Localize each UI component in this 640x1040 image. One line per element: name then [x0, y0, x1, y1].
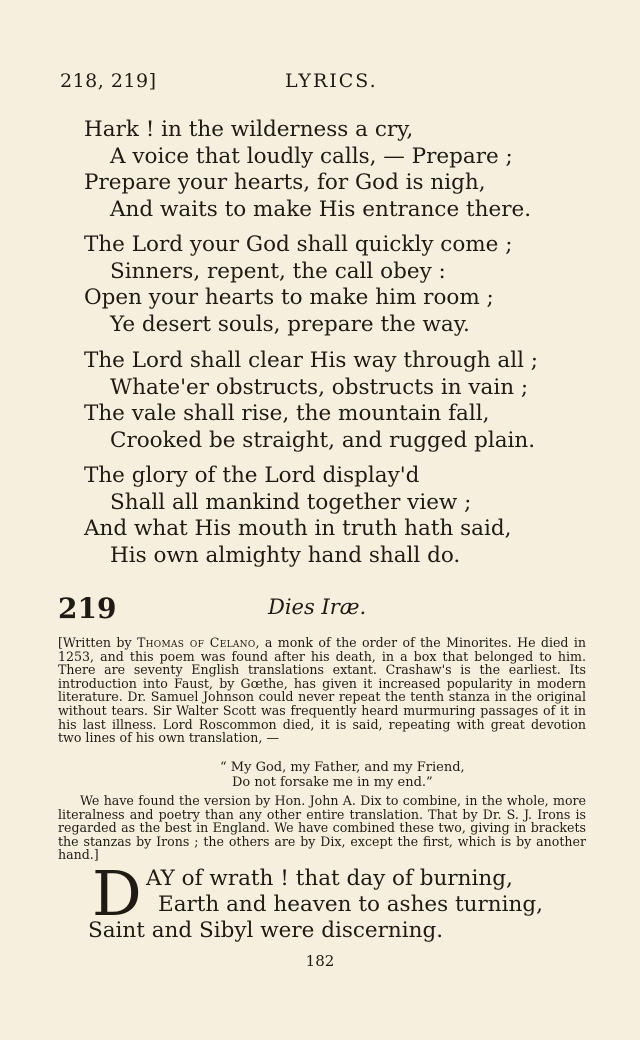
verse-line: AY of wrath ! that day of burning, [146, 866, 513, 891]
hymn-range-label: 218, 219] [60, 70, 157, 92]
dies-irae-stanza [88, 857, 568, 944]
verse-line: Prepare your hearts, for God is nigh, [84, 170, 486, 195]
drop-cap: D [92, 857, 142, 930]
verse-line: His own almighty hand shall do. [110, 542, 461, 568]
verse-line: And waits to make His entrance there. [110, 196, 532, 222]
stanza-3 [84, 348, 610, 454]
quote-line: Do not forsake me in my end.” [232, 775, 433, 790]
editorial-note [58, 636, 586, 745]
verse-line: Open your hearts to make him room ; [84, 285, 494, 310]
verse-line: Whate'er obstructs, obstructs in vain ; [110, 374, 529, 400]
verse-line: Crooked be straight, and rugged plain. [110, 427, 536, 453]
hymn-number: 219 [58, 592, 117, 625]
running-head [60, 70, 600, 96]
stanza-1 [84, 117, 610, 223]
page-number: 182 [305, 952, 335, 970]
verse-line: Sinners, repent, the call obey : [110, 258, 446, 284]
verse-line: The Lord shall clear His way through all ; [84, 348, 539, 373]
verse-line: Hark ! in the wilderness a cry, [84, 117, 414, 142]
verse-line: A voice that loudly calls, — Prepare ; [110, 143, 513, 169]
verse-line: Ye desert souls, prepare the way. [110, 311, 470, 337]
note-text: , a monk of the order of the Minorites. He died in 1253, and this poem was found after his death, in a box that belonged to him. There are seventy English translations extant. Crashaw's is the earliest. Its introduction into Faust, by Gœthe, has given it increased popularity in modern literature. Dr. Samuel Johnson could never repeat the tenth stanza in the original without tears. Sir Walter Scott was frequently heard murmuring passages of it in his last illness. Lord Roscommon died, it is said, repeating with great devotion two lines of his own translation, — [58, 635, 586, 746]
author-name: Thomas of Celano [136, 635, 256, 650]
hymn-title: Dies Iræ. [268, 595, 367, 619]
stanza-2 [84, 232, 610, 338]
verse-line: The Lord your God shall quickly come ; [84, 232, 513, 257]
stanza-4 [84, 463, 610, 569]
verse-line: Earth and heaven to ashes turning, [158, 892, 543, 917]
verse-line: The glory of the Lord display'd [84, 463, 420, 488]
verse-line: The vale shall rise, the mountain fall, [84, 401, 490, 426]
verse-line: Shall all mankind together view ; [110, 489, 472, 515]
verse-line: And what His mouth in truth hath said, [84, 516, 512, 541]
verse-line: Saint and Sibyl were discerning. [88, 918, 444, 943]
quote-line: “ My God, my Father, and my Friend, [220, 760, 465, 775]
editorial-note-continued: We have found the version by Hon. John A. Dix to combine, in the whole, more literalness and poetry than any other entire translation. That by Dr. S. J. Irons is regarded as the best in England. We have combined these two, giving in brackets the stanzas by Irons ; the others are by Dix, except the first, which is by another hand.] [58, 793, 586, 863]
quoted-couplet [220, 760, 465, 790]
section-title: LYRICS. [285, 70, 378, 92]
note-text: [Written by [58, 635, 137, 650]
